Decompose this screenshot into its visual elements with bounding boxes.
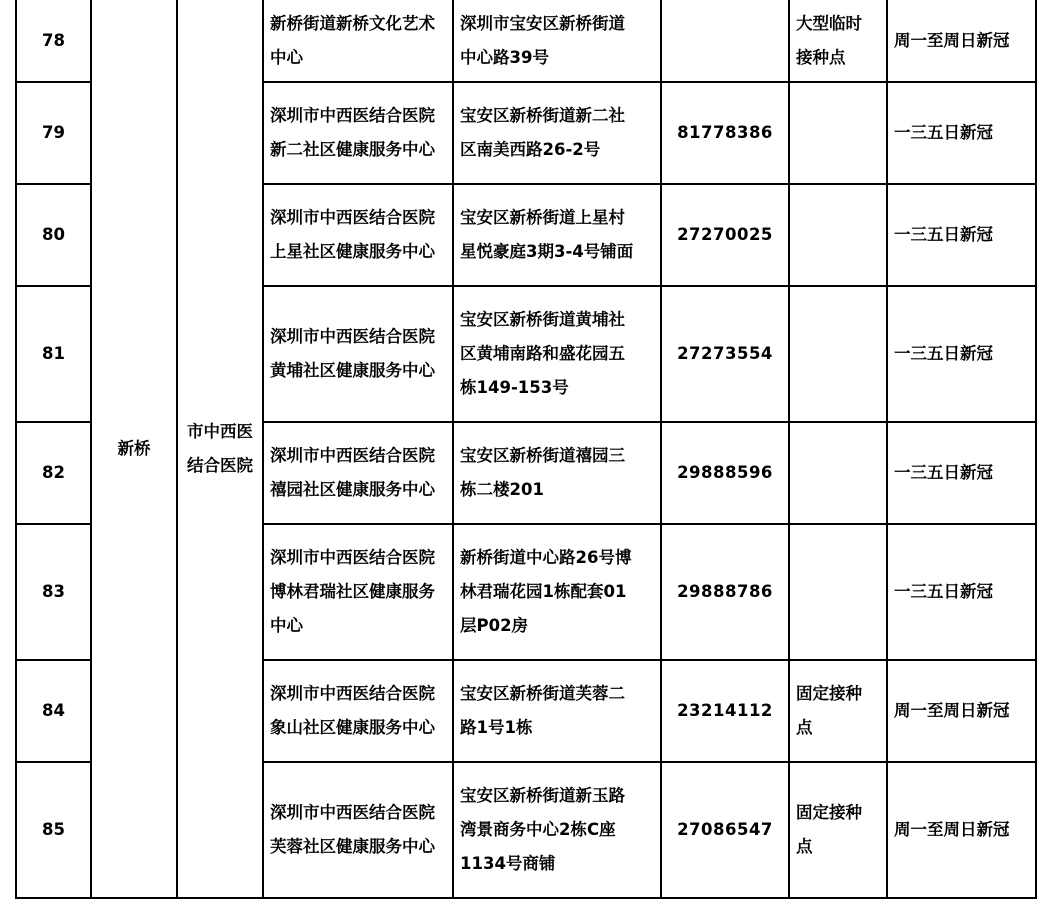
row-number: 85 [16, 762, 91, 898]
site-type [789, 524, 887, 660]
site-type: 固定接种 点 [789, 660, 887, 762]
vaccination-sites-table [15, 0, 1037, 899]
site-address: 深圳市宝安区新桥街道 中心路39号 [453, 0, 661, 82]
row-number: 78 [16, 0, 91, 82]
site-address: 宝安区新桥街道黄埔社 区黄埔南路和盛花园五 栋149-153号 [453, 286, 661, 422]
site-type [789, 422, 887, 524]
site-phone: 29888786 [661, 524, 789, 660]
site-phone: 81778386 [661, 82, 789, 184]
site-address: 宝安区新桥街道新玉路 湾景商务中心2栋C座 1134号商铺 [453, 762, 661, 898]
row-number: 84 [16, 660, 91, 762]
site-name: 深圳市中西医结合医院 象山社区健康服务中心 [263, 660, 453, 762]
site-phone: 29888596 [661, 422, 789, 524]
site-schedule: 周一至周日新冠 [887, 660, 1036, 762]
row-number: 81 [16, 286, 91, 422]
street-cell: 新桥 [91, 0, 177, 898]
table-row [16, 0, 1036, 82]
site-phone: 27273554 [661, 286, 789, 422]
site-type: 固定接种 点 [789, 762, 887, 898]
row-number: 80 [16, 184, 91, 286]
site-name: 深圳市中西医结合医院 黄埔社区健康服务中心 [263, 286, 453, 422]
site-phone: 23214112 [661, 660, 789, 762]
site-phone: 27086547 [661, 762, 789, 898]
site-schedule: 一三五日新冠 [887, 286, 1036, 422]
site-address: 宝安区新桥街道上星村 星悦豪庭3期3-4号铺面 [453, 184, 661, 286]
row-number: 79 [16, 82, 91, 184]
site-name: 深圳市中西医结合医院 芙蓉社区健康服务中心 [263, 762, 453, 898]
site-address: 宝安区新桥街道新二社 区南美西路26-2号 [453, 82, 661, 184]
site-schedule: 一三五日新冠 [887, 524, 1036, 660]
site-schedule: 周一至周日新冠 [887, 0, 1036, 82]
row-number: 82 [16, 422, 91, 524]
site-schedule: 一三五日新冠 [887, 82, 1036, 184]
hospital-cell: 市中西医 结合医院 [177, 0, 263, 898]
site-type [789, 82, 887, 184]
site-address: 宝安区新桥街道禧园三 栋二楼201 [453, 422, 661, 524]
site-address: 新桥街道中心路26号博 林君瑞花园1栋配套01 层P02房 [453, 524, 661, 660]
site-type [789, 286, 887, 422]
site-phone [661, 0, 789, 82]
row-number: 83 [16, 524, 91, 660]
site-type [789, 184, 887, 286]
site-name: 深圳市中西医结合医院 上星社区健康服务中心 [263, 184, 453, 286]
site-type: 大型临时 接种点 [789, 0, 887, 82]
site-schedule: 一三五日新冠 [887, 184, 1036, 286]
site-name: 深圳市中西医结合医院 新二社区健康服务中心 [263, 82, 453, 184]
site-address: 宝安区新桥街道芙蓉二 路1号1栋 [453, 660, 661, 762]
site-name: 深圳市中西医结合医院 博林君瑞社区健康服务 中心 [263, 524, 453, 660]
site-name: 深圳市中西医结合医院 禧园社区健康服务中心 [263, 422, 453, 524]
site-schedule: 周一至周日新冠 [887, 762, 1036, 898]
site-phone: 27270025 [661, 184, 789, 286]
site-name: 新桥街道新桥文化艺术 中心 [263, 0, 453, 82]
site-schedule: 一三五日新冠 [887, 422, 1036, 524]
